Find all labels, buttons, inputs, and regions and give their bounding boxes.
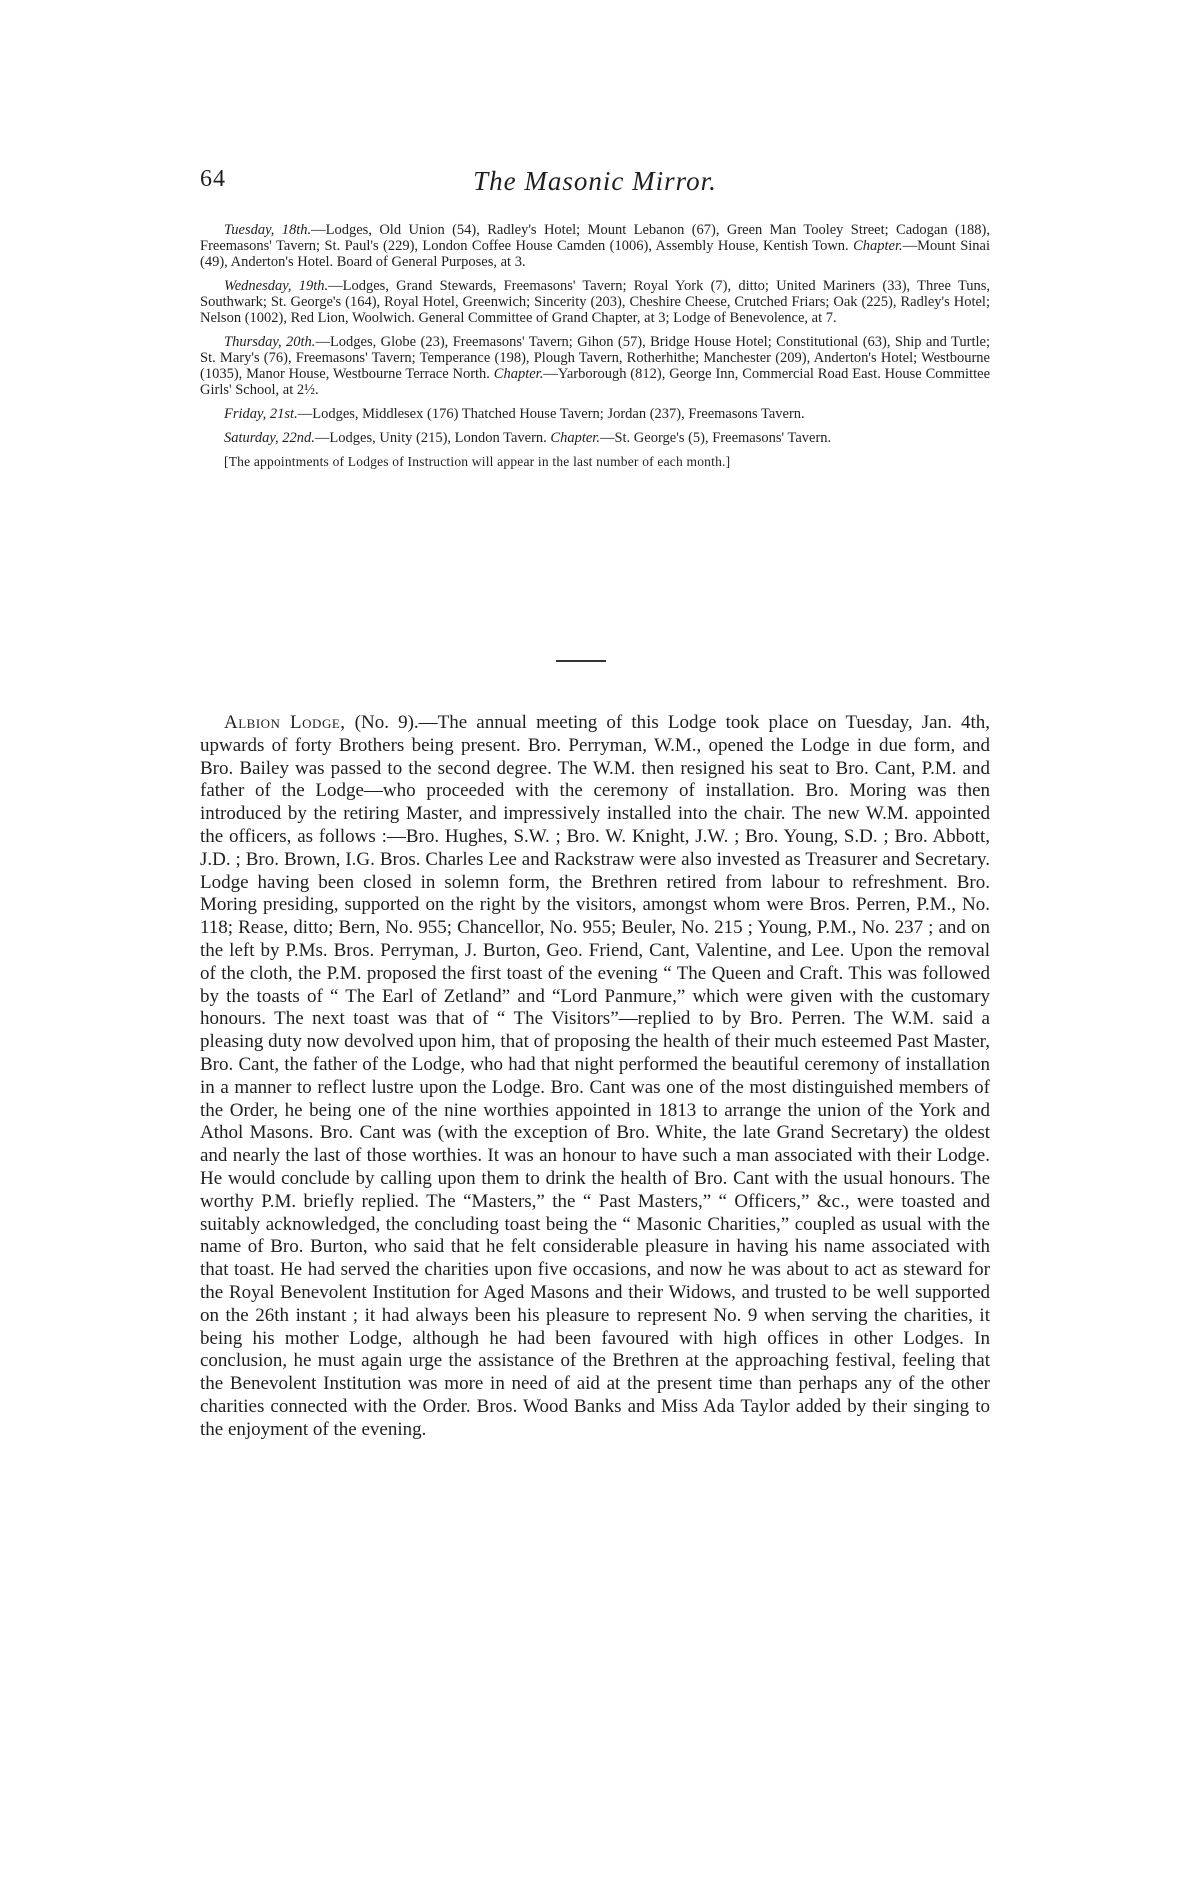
- running-title: The Masonic Mirror.: [473, 166, 717, 196]
- calendar-entry-friday: [200, 406, 990, 422]
- lodge-report-article: [200, 712, 990, 1442]
- calendar-day: Saturday, 22nd.: [224, 430, 315, 446]
- page-header: [200, 166, 990, 206]
- instruction-notice: [The appointments of Lodges of Instruction will appear in the last number of each month.]: [224, 454, 731, 469]
- calendar-text: —Lodges, Grand Stewards, Freemasons' Tavern; Royal York (7), ditto; United Mariners (33), Three Tuns, Southwark; St. George's (164), Royal Hotel, Greenwich; Sincerity (203), Cheshire Cheese, Crutched Friars; Oak (225), Radley's Hotel; Nelson (1002), Red Lion, Woolwich. General Committee of Grand Chapter, at 3; Lodge of Benevolence, at 7.: [200, 278, 990, 326]
- calendar-day: Thursday, 20th.: [224, 334, 316, 350]
- chapter-text: —Yarborough (812), George Inn, Commercial Road East. House Committee Girls' School, at 2½.: [200, 366, 991, 398]
- chapter-text: —Mount Sinai (49), Anderton's Hotel. Board of General Purposes, at 3.: [200, 238, 991, 270]
- calendar-text: —Lodges, Middlesex (176) Thatched House Tavern; Jordan (237), Freemasons Tavern.: [297, 406, 805, 422]
- chapter-label: Chapter.: [493, 366, 544, 382]
- calendar-day: Wednesday, 19th.: [224, 278, 329, 294]
- calendar-entry-tuesday: [200, 222, 990, 270]
- chapter-label: Chapter.: [550, 430, 600, 446]
- calendar-text: —Lodges, Old Union (54), Radley's Hotel; Mount Lebanon (67), Green Man Tooley Street; Cadogan (188), Freemasons' Tavern; St. Paul's (229), London Coffee House Camden (1006), Assembly House, Kentish Town.: [200, 222, 990, 254]
- calendar-entry-wednesday: [200, 278, 990, 326]
- section-divider: [556, 660, 606, 662]
- calendar-day: Tuesday, 18th.: [224, 222, 312, 238]
- chapter-text: —St. George's (5), Freemasons' Tavern.: [599, 430, 832, 446]
- calendar-text: —Lodges, Unity (215), London Tavern.: [314, 430, 547, 446]
- calendar-entry-saturday: [200, 430, 990, 446]
- lodge-name: Albion Lodge,: [224, 712, 346, 733]
- calendar-entry-thursday: [200, 334, 990, 398]
- page-number: 64: [200, 166, 226, 192]
- article-paragraph: [200, 712, 990, 1442]
- lodge-calendar: [200, 222, 990, 470]
- article-body: (No. 9).—The annual meeting of this Lodge took place on Tuesday, Jan. 4th, upwards of forty Brothers being present. Bro. Perryman, W.M., opened the Lodge in due form, and Bro. Bailey was passed to the second degree. The W.M. then resigned his seat to Bro. Cant, P.M. and father of the Lodge—who proceeded with the ceremony of installation. Bro. Moring was then introduced by the retiring Master, and impressively installed into the chair. The new W.M. appointed the officers, as follows :—Bro. Hughes, S.W. ; Bro. W. Knight, J.W. ; Bro. Young, S.D. ; Bro. Abbott, J.D. ; Bro. Brown, I.G. Bros. Charles Lee and Rackstraw were also invested as Treasurer and Secretary. Lodge having been closed in solemn form, the Brethren retired from labour to refreshment. Bro. Moring presiding, supported on the right by the visitors, amongst whom were Bros. Perren, P.M., No. 118; Rease, ditto; Bern, No. 955; Chancellor, No. 955; Beuler, No. 215 ; Young, P.M., No. 237 ; and on the left by P.Ms. Bros. Perryman, J. Burton, Geo. Friend, Cant, Valentine, and Lee. Upon the removal of the cloth, the P.M. proposed the first toast of the evening “ The Queen and Craft. This was followed by the toasts of “ The Earl of Zetland” and “Lord Panmure,” which were given with the customary honours. The next toast was that of “ The Visitors”—replied to by Bro. Perren. The W.M. said a pleasing duty now devolved upon him, that of proposing the health of their much esteemed Past Master, Bro. Cant, the father of the Lodge, who had that night performed the beautiful ceremony of installation in a manner to reflect lustre upon the Lodge. Bro. Cant was one of the most distinguished members of the Order, he being one of the nine worthies appointed in 1813 to arrange the union of the York and Athol Masons. Bro. Cant was (with the exception of Bro. White, the late Grand Secretary) the oldest and nearly the last of those worthies. It was an honour to have such a man associated with their Lodge. He would conclude by calling upon them to drink the health of Bro. Cant with the usual honours. The worthy P.M. briefly replied. The “Masters,” the “ Past Masters,” “ Officers,” &c., were toasted and suitably acknowledged, the concluding toast being the “ Masonic Charities,” coupled as usual with the name of Bro. Burton, who said that he felt considerable pleasure in having his name associated with that toast. He had served the charities upon five occasions, and now he was about to act as steward for the Royal Benevolent Institution for Aged Masons and their Widows, and trusted to be well supported on the 26th instant ; it had always been his pleasure to represent No. 9 when serving the charities, it being his mother Lodge, although he had been favoured with high offices in other Lodges. In conclusion, he must again urge the assistance of the Brethren at the approaching festival, feeling that the Benevolent Institution was more in need of aid at the present time than perhaps any of the other charities connected with the Order. Bros. Wood Banks and Miss Ada Taylor added by their singing to the enjoyment of the evening.: [200, 712, 991, 1440]
- calendar-text: —Lodges, Globe (23), Freemasons' Tavern; Gihon (57), Bridge House Hotel; Constitutional (63), Ship and Turtle; St. Mary's (76), Freemasons' Tavern; Temperance (198), Plough Tavern, Rotherhithe; Manchester (209), Anderton's Hotel; Westbourne (1035), Manor House, Westbourne Terrace North.: [200, 334, 990, 382]
- chapter-label: Chapter.: [853, 238, 903, 254]
- calendar-day: Friday, 21st.: [224, 406, 298, 422]
